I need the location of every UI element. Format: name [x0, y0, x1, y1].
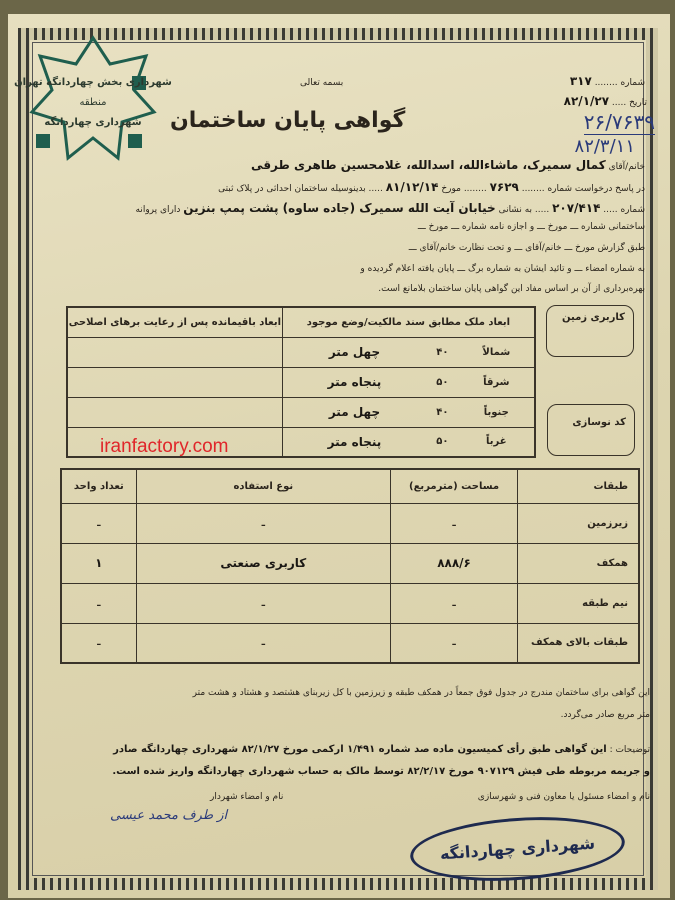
mayor-signature: از طرف محمد عیسی — [110, 808, 228, 823]
words-cell: چهل متر — [282, 397, 426, 427]
handwritten-reference: ۲۶/۷۶۳۹ — [583, 110, 655, 134]
municipality-logo — [14, 34, 172, 164]
owner-row — [251, 158, 645, 172]
units-cell: ـ — [61, 623, 136, 663]
basmala: بسمه تعالی — [300, 78, 344, 88]
side-cell: شرقاً — [459, 367, 535, 397]
request-label: در پاسخ درخواست شماره — [547, 184, 645, 194]
watermark: iranfactory.com — [100, 436, 229, 457]
floor-cell: همکف — [518, 543, 639, 583]
report-row: طبق گزارش مورخ ـــ خانم/آقای ـــ و تحت نظارت خانم/آقای ـــ — [408, 243, 645, 253]
area-header: مساحت (مترمربع) — [390, 469, 517, 503]
renovation-code-box: کد نوسازی — [547, 404, 635, 456]
value-cell: ۴۰ — [426, 397, 458, 427]
notes-text1: این گواهی طبق رأی کمیسیون ماده صد شماره ۱/۴۹۱ ارکمی مورخ ۸۲/۱/۲۷ شهرداری چهاردانگه صادر — [113, 744, 607, 755]
floor-cell: نیم طبقه — [518, 583, 639, 623]
notes-label: توضیحات : — [609, 745, 650, 755]
units-cell: ۱ — [61, 543, 136, 583]
signature-number-row: به شماره امضاء ـــ و تائید ایشان به شماره برگ ـــ پایان یافته اعلام گردیده و — [360, 264, 645, 274]
plot-number: ۲۰۷/۴۱۴ — [552, 201, 601, 215]
handwritten-date: ۸۲/۳/۱۱ — [574, 136, 635, 157]
table-row — [67, 337, 535, 367]
dimensions-header-current: ابعاد ملک مطابق سند مالکیت/وضع موجود — [282, 307, 535, 337]
municipality-stamp: شهرداری چهاردانگه — [408, 811, 627, 888]
area-cell: ـ — [390, 623, 517, 663]
value-cell: ۴۰ — [426, 337, 458, 367]
remaining-cell — [67, 337, 282, 367]
usage-cell: کاربری صنعتی — [136, 543, 390, 583]
words-cell: پنجاه متر — [282, 427, 426, 457]
permit-row: ساختمانی شماره ـــ مورخ ـــ و اجازه نامه شماره ـــ مورخ ـــ — [417, 222, 645, 232]
area-cell: ـ — [390, 583, 517, 623]
units-cell: ـ — [61, 583, 136, 623]
notes-line1 — [113, 744, 650, 755]
permit-label: دارای پروانه — [135, 205, 181, 215]
summary-line1: این گواهی برای ساختمان مندرج در جدول فوق جمعاً در همکف طبقه و زیرزمین با کل زیربنای هشتصد و هشتاد و هشت متر — [192, 688, 650, 698]
logo-line1: شهرداری بخش چهاردانگه تهران — [14, 77, 172, 88]
page-title: گواهی پایان ساختمان — [170, 108, 406, 133]
side-cell: غرباً — [459, 427, 535, 457]
address-label: به نشانی — [498, 205, 533, 215]
area-cell: ۸۸۸/۶ — [390, 543, 517, 583]
request-date-label: مورخ — [441, 184, 461, 194]
table-row — [61, 503, 639, 543]
date-value: ۸۲/۱/۲۷ — [563, 94, 610, 108]
final-row: بهره‌برداری از آن بر اساس مفاد این گواهی پایان ساختمان بلامانع است. — [378, 284, 645, 294]
words-cell: پنجاه متر — [282, 367, 426, 397]
side-cell: جنوباً — [459, 397, 535, 427]
land-use-box: کاربری زمین — [546, 305, 634, 357]
remaining-cell — [67, 397, 282, 427]
logo-region-label: منطقه — [79, 97, 107, 108]
table-row — [67, 367, 535, 397]
words-cell: چهل متر — [282, 337, 426, 367]
remaining-cell — [67, 367, 282, 397]
usage-cell: ـ — [136, 583, 390, 623]
table-row — [67, 397, 535, 427]
owner-value: کمال سمیرک، ماشاءالله، اسدالله، غلامحسین طاهری طرقی — [251, 158, 606, 172]
mayor-signature-label: نام و امضاء شهردار — [210, 792, 284, 802]
plot-label: شماره — [620, 205, 645, 215]
date-label: تاریخ — [629, 98, 647, 108]
request-number: ۷۶۲۹ — [489, 180, 519, 194]
number-value: ۳۱۷ — [569, 74, 592, 88]
request-tail: بدینوسیله ساختمان احداثی در پلاک ثبتی — [218, 184, 366, 194]
owner-label: خانم/آقای — [608, 162, 645, 172]
units-header: تعداد واحد — [61, 469, 136, 503]
table-row — [61, 583, 639, 623]
dimensions-header-remaining: ابعاد باقیمانده پس از رعایت برهای اصلاحی — [67, 307, 282, 337]
summary-line2: متر مربع صادر می‌گردد. — [560, 710, 650, 720]
usage-header: نوع استفاده — [136, 469, 390, 503]
floor-cell: طبقات بالای همکف — [518, 623, 639, 663]
request-date: ۸۱/۱۲/۱۴ — [385, 180, 439, 194]
logo-line2: شهرداری چهاردانگه — [44, 117, 142, 128]
number-row: شماره ........ ۳۱۷ — [569, 74, 645, 88]
deputy-signature-label: نام و امضاء مسئول یا معاون فنی و شهرسازی — [477, 792, 650, 802]
value-cell: ۵۰ — [426, 427, 458, 457]
units-cell: ـ — [61, 503, 136, 543]
number-label: شماره — [620, 78, 645, 88]
notes-line2: و جریمه مربوطه طی فیش ۹۰۷۱۲۹ مورخ ۸۲/۲/۱۷ توسط مالک به حساب شهرداری چهاردانگه واریز شده است. — [112, 766, 650, 777]
address-row: شماره ..... ۲۰۷/۴۱۴ ..... به نشانی خیابان آیت الله سمیرک (جاده ساوه) پشت پمپ بنزین دارای پروانه — [135, 201, 645, 215]
usage-cell: ـ — [136, 503, 390, 543]
side-cell: شمالاً — [459, 337, 535, 367]
area-cell: ـ — [390, 503, 517, 543]
value-cell: ۵۰ — [426, 367, 458, 397]
address-value: خیابان آیت الله سمیرک (جاده ساوه) پشت پمپ بنزین — [183, 201, 496, 215]
request-row: در پاسخ درخواست شماره ........ ۷۶۲۹ ........ مورخ ۸۱/۱۲/۱۴ ..... بدینوسیله ساختمان احداثی در پلاک ثبتی — [218, 180, 645, 194]
floor-cell: زیرزمین — [518, 503, 639, 543]
floors-header: طبقات — [518, 469, 639, 503]
table-row — [61, 543, 639, 583]
usage-cell: ـ — [136, 623, 390, 663]
table-row — [61, 623, 639, 663]
floors-table — [60, 468, 640, 664]
date-row: تاریخ ..... ۸۲/۱/۲۷ — [563, 94, 647, 108]
